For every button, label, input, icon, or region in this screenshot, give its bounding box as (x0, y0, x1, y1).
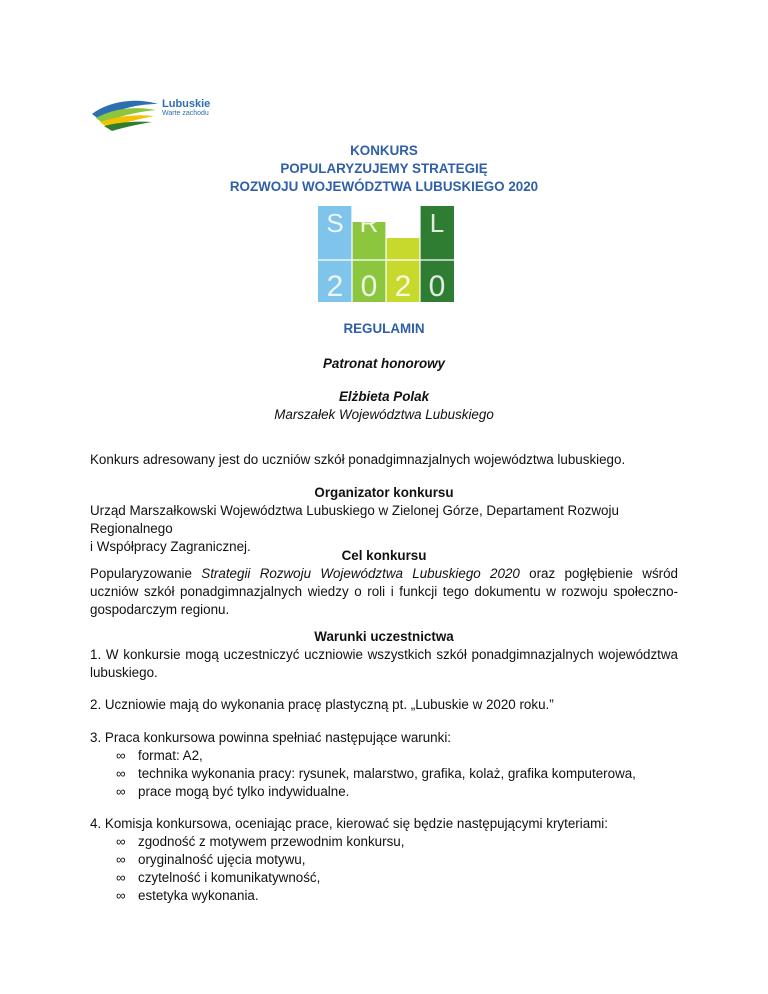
infinity-bullet-icon: ∞ (116, 852, 126, 867)
srwl-digit-2: 0 (360, 270, 378, 302)
goal-text (90, 565, 678, 619)
infinity-bullet-icon: ∞ (116, 888, 126, 903)
srwl-digit-3: 2 (394, 270, 412, 302)
condition-1: 1. W konkursie mogą uczestniczyć uczniowie wszystkich szkół ponadgimnazjalnych województwa lubuskiego. (90, 647, 678, 680)
goal-text-italic: Strategii Rozwoju Województwa Lubuskiego 2020 (201, 566, 520, 581)
condition-4-list (90, 833, 678, 905)
list-item: ∞ technika wykonania pracy: rysunek, malarstwo, grafika, kolaż, grafika komputerowa, (116, 766, 636, 781)
srwl-2020-logo (318, 206, 454, 302)
condition-2: 2. Uczniowie mają do wykonania pracę plastyczną pt. „Lubuskie w 2020 roku.” (90, 697, 554, 712)
organizer-section (90, 484, 678, 556)
lubuskie-swoosh-icon (90, 94, 160, 134)
title-line-3: ROZWOJU WOJEWÓDZTWA LUBUSKIEGO 2020 (229, 179, 539, 194)
intro-paragraph: Konkurs adresowany jest do uczniów szkół ponadgimnazjalnych województwa lubuskiego. (90, 452, 626, 467)
list-item: ∞ format: A2, (116, 748, 203, 763)
condition-4 (90, 815, 678, 905)
infinity-bullet-icon: ∞ (116, 784, 126, 799)
srwl-letter-r: R (359, 208, 379, 238)
patron-block (90, 388, 678, 424)
organizer-line-2: i Współpracy Zagranicznej. (90, 539, 251, 554)
conditions-section (90, 628, 678, 682)
srwl-digit-4: 0 (428, 270, 446, 302)
contest-title (90, 142, 678, 196)
srwl-letter-w: W (390, 208, 416, 238)
goal-text-pre: Popularyzowanie (90, 566, 202, 581)
condition-3-text: 3. Praca konkursowa powinna spełniać następujące warunki: (90, 730, 452, 745)
organizer-heading: Organizator konkursu (314, 485, 454, 500)
infinity-bullet-icon: ∞ (116, 870, 126, 885)
patronat-heading: Patronat honorowy (322, 356, 445, 371)
condition-4-text: 4. Komisja konkursowa, oceniając prace, kierować się będzie następującymi kryteriami: (90, 816, 608, 831)
condition-3 (90, 729, 678, 801)
logo-tagline: Warte zachodu (162, 110, 209, 117)
srwl-digit-1: 2 (326, 270, 344, 302)
srwl-letter-s: S (326, 208, 344, 238)
list-item: ∞ oryginalność ujęcia motywu, (116, 852, 306, 867)
regulamin-heading: REGULAMIN (343, 321, 425, 336)
conditions-heading: Warunki uczestnictwa (314, 629, 454, 644)
patron-role: Marszałek Województwa Lubuskiego (274, 407, 494, 422)
list-item: ∞ estetyka wykonania. (116, 888, 259, 903)
infinity-bullet-icon: ∞ (116, 766, 126, 781)
patron-name: Elżbieta Polak (338, 389, 430, 404)
list-item: ∞ prace mogą być tylko indywidualne. (116, 784, 350, 799)
condition-3-list (90, 747, 678, 801)
infinity-bullet-icon: ∞ (116, 748, 126, 763)
goal-text-post: oraz pogłębienie wśród uczniów szkół ponadgimnazjalnych wiedzy o roli i funkcji tego dokumentu w rozwoju społeczno-gospodarczym regionu. (90, 566, 679, 617)
list-item: ∞ zgodność z motywem przewodnim konkursu, (116, 834, 405, 849)
title-line-2: POPULARYZUJEMY STRATEGIĘ (280, 161, 488, 176)
list-item: ∞ czytelność i komunikatywność, (116, 870, 321, 885)
logo-name: Lubuskie (162, 98, 211, 110)
srwl-letter-l: L (429, 208, 445, 238)
goal-section (90, 547, 678, 619)
infinity-bullet-icon: ∞ (116, 834, 126, 849)
lubuskie-logo (90, 94, 230, 134)
organizer-line-1: Urząd Marszałkowski Województwa Lubuskiego w Zielonej Górze, Departament Rozwoju Regionalnego (90, 503, 619, 536)
goal-heading: Cel konkursu (341, 548, 427, 563)
title-line-1: KONKURS (350, 143, 418, 158)
